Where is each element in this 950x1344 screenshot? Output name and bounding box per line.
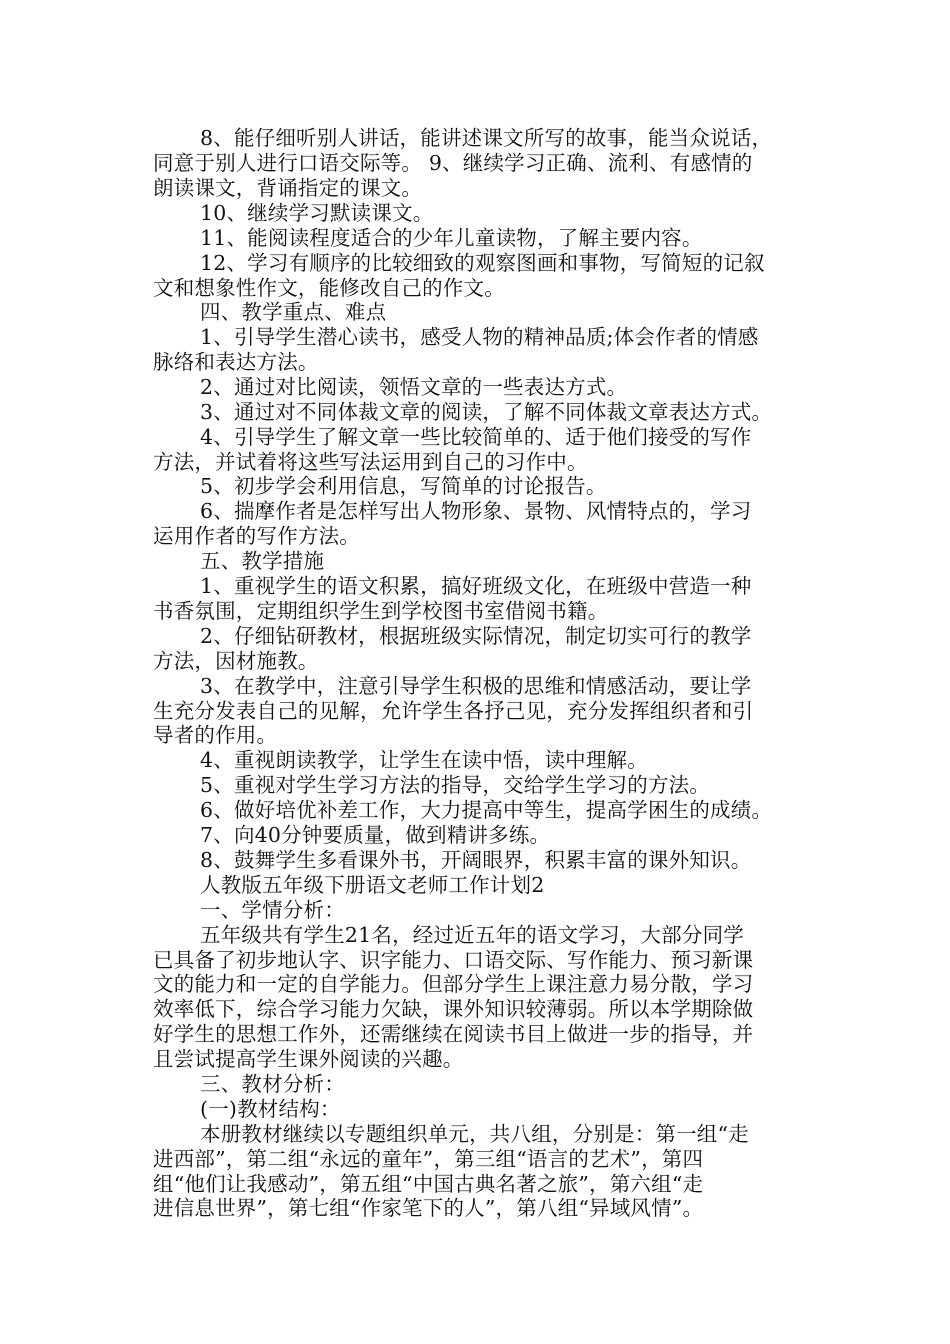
text-line: 效率低下，综合学习能力欠缺，课外知识较薄弱。所以本学期除做 bbox=[153, 997, 754, 1021]
text-line: 方法，因材施教。 bbox=[153, 649, 319, 673]
text-line: 文的能力和一定的自学能力。但部分学生上课注意力易分散，学习 bbox=[153, 972, 754, 996]
text-line: 2、通过对比阅读，领悟文章的一些表达方式。 bbox=[200, 375, 628, 399]
text-line: 4、引导学生了解文章一些比较简单的、适于他们接受的写作 bbox=[200, 425, 752, 449]
text-line: 同意于别人进行口语交际等。 9、继续学习正确、流利、有感情的 bbox=[153, 151, 753, 175]
text-line: 朗读课文，背诵指定的课文。 bbox=[153, 176, 423, 200]
section-heading: 一、学情分析： bbox=[200, 898, 345, 922]
text-line: 生充分发表自己的见解，允许学生各抒己见，充分发挥组织者和引 bbox=[153, 699, 754, 723]
section-heading: 四、教学重点、难点 bbox=[200, 300, 387, 324]
text-line: 方法，并试着将这些写法运用到自己的习作中。 bbox=[153, 450, 588, 474]
text-line: 3、在教学中，注意引导学生积极的思维和情感活动，要让学 bbox=[200, 674, 752, 698]
text-line: 2、仔细钻研教材，根据班级实际情况，制定切实可行的教学 bbox=[200, 624, 752, 648]
text-line: 且尝试提高学生课外阅读的兴趣。 bbox=[153, 1047, 464, 1071]
text-line: 3、通过对不同体裁文章的阅读，了解不同体裁文章表达方式。 bbox=[200, 400, 773, 424]
section-heading: 五、教学措施 bbox=[200, 549, 325, 573]
text-line: 8、鼓舞学生多看课外书，开阔眼界，积累丰富的课外知识。 bbox=[200, 848, 752, 872]
text-line: 进西部”，第二组“永远的童年”，第三组“语言的艺术”，第四 bbox=[153, 1147, 704, 1171]
text-line: 8、能仔细听别人讲话，能讲述课文所写的故事，能当众说话， bbox=[200, 126, 773, 150]
text-line: 进信息世界”，第七组“作家笔下的人”，第八组“异域风情”。 bbox=[153, 1196, 704, 1220]
text-line: 书香氛围，定期组织学生到学校图书室借阅书籍。 bbox=[153, 599, 609, 623]
document-title: 人教版五年级下册语文老师工作计划2 bbox=[200, 873, 545, 897]
text-line: 4、重视朗读教学，让学生在读中悟，读中理解。 bbox=[200, 748, 648, 772]
text-line: 6、揣摩作者是怎样写出人物形象、景物、风情特点的，学习 bbox=[200, 499, 752, 523]
text-line: 导者的作用。 bbox=[153, 723, 278, 747]
text-line: 7、向40分钟要质量，做到精讲多练。 bbox=[200, 823, 551, 847]
text-line: 已具备了初步地认字、识字能力、口语交际、写作能力、预习新课 bbox=[153, 948, 754, 972]
text-line: 本册教材继续以专题组织单元，共八组，分别是：第一组“走 bbox=[200, 1122, 749, 1146]
text-line: 好学生的思想工作外，还需继续在阅读书目上做进一步的指导，并 bbox=[153, 1022, 754, 1046]
text-line: 6、做好培优补差工作，大力提高中等生，提高学困生的成绩。 bbox=[200, 798, 773, 822]
text-line: 文和想象性作文，能修改自己的作文。 bbox=[153, 276, 505, 300]
text-line: 10、继续学习默读课文。 bbox=[200, 201, 434, 225]
text-line: 5、初步学会利用信息，写简单的讨论报告。 bbox=[200, 474, 607, 498]
text-line: 五年级共有学生21名，经过近五年的语文学习，大部分同学 bbox=[200, 923, 744, 947]
text-line: 运用作者的写作方法。 bbox=[153, 524, 360, 548]
text-line: 1、重视学生的语文积累，搞好班级文化，在班级中营造一种 bbox=[200, 574, 752, 598]
section-heading: 三、教材分析： bbox=[200, 1072, 345, 1096]
text-line: 组“他们让我感动”，第五组“中国古典名著之旅”，第六组“走 bbox=[153, 1172, 704, 1196]
subsection-heading: (一)教材结构： bbox=[200, 1097, 341, 1121]
text-line: 5、重视对学生学习方法的指导，交给学生学习的方法。 bbox=[200, 773, 711, 797]
text-line: 脉络和表达方法。 bbox=[153, 350, 319, 374]
text-line: 12、学习有顺序的比较细致的观察图画和事物，写简短的记叙 bbox=[200, 251, 765, 275]
text-line: 1、引导学生潜心读书，感受人物的精神品质;体会作者的情感 bbox=[200, 325, 759, 349]
text-line: 11、能阅读程度适合的少年儿童读物，了解主要内容。 bbox=[200, 226, 703, 250]
